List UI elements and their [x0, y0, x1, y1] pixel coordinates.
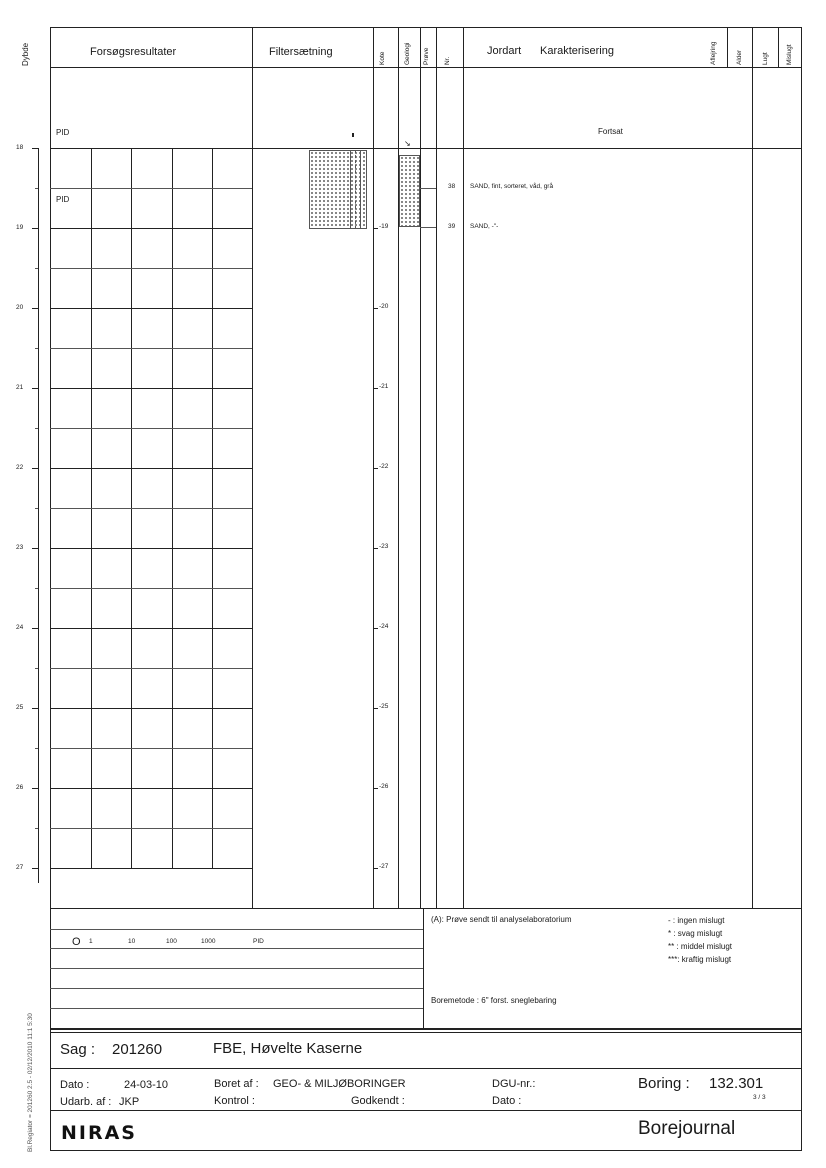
- depth-tick-mark: [32, 468, 38, 469]
- pid-scale-tick-10: 10: [128, 938, 136, 945]
- dato-label: Dato :: [60, 1079, 90, 1091]
- depth-half-tick: [35, 268, 38, 269]
- depth-tick-label: 27: [16, 864, 24, 871]
- depth-half-tick: [35, 188, 38, 189]
- pid-grid-hline: [50, 508, 252, 509]
- pid-scale-line-1: [50, 929, 423, 930]
- depth-tick-label: 22: [16, 464, 24, 471]
- depth-half-tick: [35, 588, 38, 589]
- kote-tick-mark: [373, 628, 378, 629]
- header-prove: Prøve: [423, 47, 430, 65]
- sample-39-description: SAND, -"-: [470, 223, 499, 230]
- udarb-label: Udarb. af :: [60, 1096, 112, 1108]
- udarb-value: JKP: [119, 1096, 140, 1108]
- filter-mark: [352, 133, 354, 137]
- kote-tick-mark: [373, 468, 378, 469]
- pid-grid-hline: [50, 388, 252, 389]
- page-number: 3 / 3: [753, 1094, 766, 1101]
- dato2-label: Dato :: [492, 1095, 522, 1107]
- pid-grid-hline: [50, 348, 252, 349]
- document-title: Borejournal: [638, 1118, 736, 1139]
- depth-tick-label: 23: [16, 544, 24, 551]
- col-divider-lugt: [778, 27, 779, 68]
- pid-grid-hline: [50, 828, 252, 829]
- depth-tick-mark: [32, 308, 38, 309]
- boret-af-value: GEO- & MILJØBORINGER: [273, 1078, 406, 1090]
- kote-tick-label: -26: [379, 783, 389, 790]
- col-divider-nr: [463, 27, 464, 908]
- pid-label-top: PID: [56, 128, 70, 137]
- header-kote: Kote: [379, 51, 386, 65]
- depth-tick-label: 20: [16, 304, 24, 311]
- depth-axis-line: [38, 148, 39, 883]
- legend-svag: * : svag mislugt: [668, 929, 723, 938]
- header-nr: Nr.: [444, 56, 451, 65]
- notes-divider: [423, 908, 424, 1028]
- col-divider-geologi: [420, 27, 421, 908]
- kote-tick-mark: [373, 388, 378, 389]
- header-forsogsresultater: Forsøgsresultater: [90, 46, 177, 58]
- pid-grid-hline: [50, 268, 252, 269]
- pid-scale-line-2: [50, 948, 423, 949]
- pid-scale-marker: O: [72, 936, 81, 948]
- kote-tick-label: -19: [379, 223, 389, 230]
- header-geologi: Geologi: [404, 42, 411, 65]
- sample-39-nr: 39: [448, 223, 456, 230]
- header-filtersaetning: Filtersætning: [269, 46, 333, 58]
- filter-pipe-right: [360, 150, 361, 229]
- borelog-frame: [50, 27, 802, 1151]
- log-bottom-line: [50, 908, 802, 909]
- footer-mid-line: [50, 1068, 802, 1069]
- dgu-label: DGU-nr.:: [492, 1078, 536, 1090]
- kote-tick-label: -27: [379, 863, 389, 870]
- depth-half-tick: [35, 748, 38, 749]
- legend-ingen: - : ingen mislugt: [668, 916, 725, 925]
- depth-tick-mark: [32, 548, 38, 549]
- kote-tick-label: -21: [379, 383, 389, 390]
- pid-scale-line-5: [50, 1008, 423, 1009]
- header-divider: [50, 67, 802, 68]
- kote-tick-label: -20: [379, 303, 389, 310]
- dato-value: 24-03-10: [124, 1079, 169, 1091]
- col-divider-aflejring: [752, 27, 753, 908]
- depth-tick-mark: [32, 388, 38, 389]
- project-name: FBE, Høvelte Kaserne: [213, 1040, 363, 1057]
- depth-half-tick: [35, 348, 38, 349]
- kote-tick-mark: [373, 788, 378, 789]
- kote-tick-mark: [373, 228, 378, 229]
- boret-af-label: Boret af :: [214, 1078, 259, 1090]
- col-divider-alder: [727, 27, 728, 68]
- depth-tick-mark: [32, 228, 38, 229]
- depth-tick-mark: [32, 148, 38, 149]
- depth-tick-label: 24: [16, 624, 24, 631]
- pid-grid-hline: [50, 468, 252, 469]
- kote-tick-mark: [373, 308, 378, 309]
- log-top-line: [50, 148, 802, 149]
- header-mislugt: Mislugt: [786, 44, 793, 65]
- geology-arrow-icon: ↘: [404, 139, 411, 148]
- header-lugt: Lugt: [762, 52, 769, 65]
- filter-sand-fill: [309, 150, 367, 229]
- depth-half-tick: [35, 428, 38, 429]
- pid-grid-hline: [50, 588, 252, 589]
- depth-half-tick: [35, 508, 38, 509]
- sample-38-description: SAND, fint, sorteret, våd, grå: [470, 183, 554, 190]
- depth-tick-label: 25: [16, 704, 24, 711]
- pid-grid-hline: [50, 308, 252, 309]
- footer-bottom-line: [50, 1110, 802, 1111]
- kontrol-label: Kontrol :: [214, 1095, 255, 1107]
- pid-grid-hline: [50, 668, 252, 669]
- depth-tick-label: 18: [16, 144, 24, 151]
- pid-scale-tick-1000: 1000: [201, 938, 216, 945]
- filter-pipe-inner: [355, 150, 356, 229]
- sample-mark-39: [420, 227, 436, 228]
- depth-tick-mark: [32, 868, 38, 869]
- legend-middel: ** : middel mislugt: [668, 942, 733, 951]
- pid-scale-line-4: [50, 988, 423, 989]
- pid-grid-hline: [50, 868, 252, 869]
- geology-sand-fill: [399, 155, 420, 227]
- legend-kraftig: ***: kraftig mislugt: [668, 955, 732, 964]
- depth-tick-label: 19: [16, 224, 24, 231]
- kote-tick-label: -24: [379, 623, 389, 630]
- godkendt-label: Godkendt :: [351, 1095, 405, 1107]
- sample-mark-38: [420, 188, 436, 189]
- kote-tick-mark: [373, 548, 378, 549]
- footer-top-line: [50, 1028, 802, 1030]
- col-divider-results: [252, 27, 253, 908]
- fortsat-label: Fortsat: [598, 127, 623, 136]
- col-divider-prove: [436, 27, 437, 908]
- depth-half-tick: [35, 828, 38, 829]
- sag-value: 201260: [112, 1041, 163, 1058]
- side-print: Bl.Regiator = 201260 2.5 - 02/12/2010 11:1 5:30: [27, 1013, 34, 1152]
- sample-38-nr: 38: [448, 183, 456, 190]
- header-jordart: Jordart: [487, 45, 522, 57]
- niras-logo: NIRAS: [61, 1122, 137, 1144]
- pid-grid-hline: [50, 548, 252, 549]
- depth-axis-label: Dybde: [21, 42, 30, 66]
- pid-grid-hline: [50, 428, 252, 429]
- pid-scale-label: PID: [253, 938, 264, 945]
- kote-tick-label: -25: [379, 703, 389, 710]
- note-boremetode: Boremetode : 6" forst. sneglebaring: [431, 996, 557, 1005]
- pid-scale-tick-100: 100: [166, 938, 177, 945]
- depth-half-tick: [35, 668, 38, 669]
- footer-top-line-2: [50, 1032, 802, 1033]
- kote-tick-label: -23: [379, 543, 389, 550]
- pid-grid-hline: [50, 188, 252, 189]
- boring-value: 132.301: [709, 1075, 764, 1092]
- pid-grid-hline: [50, 708, 252, 709]
- depth-tick-label: 26: [16, 784, 24, 791]
- depth-tick-mark: [32, 788, 38, 789]
- header-alder: Alder: [736, 49, 743, 65]
- pid-scale-line-3: [50, 968, 423, 969]
- sag-label: Sag :: [60, 1041, 96, 1058]
- header-aflejring: Aflejring: [710, 41, 717, 65]
- depth-tick-mark: [32, 708, 38, 709]
- depth-tick-mark: [32, 628, 38, 629]
- pid-grid-hline: [50, 228, 252, 229]
- pid-scale-tick-1: 1: [89, 938, 93, 945]
- kote-tick-mark: [373, 868, 378, 869]
- pid-grid-hline: [50, 628, 252, 629]
- header-karakterisering: Karakterisering: [540, 45, 614, 57]
- kote-tick-mark: [373, 708, 378, 709]
- pid-grid-hline: [50, 788, 252, 789]
- mislugt-legend: [668, 916, 793, 968]
- note-analysis: (A): Prøve sendt til analyselaboratorium: [431, 915, 572, 924]
- kote-tick-label: -22: [379, 463, 389, 470]
- depth-tick-label: 21: [16, 384, 24, 391]
- filter-pipe-left: [350, 150, 351, 229]
- pid-grid-hline: [50, 748, 252, 749]
- pid-label-second: PID: [56, 195, 70, 204]
- boring-label: Boring :: [638, 1075, 690, 1092]
